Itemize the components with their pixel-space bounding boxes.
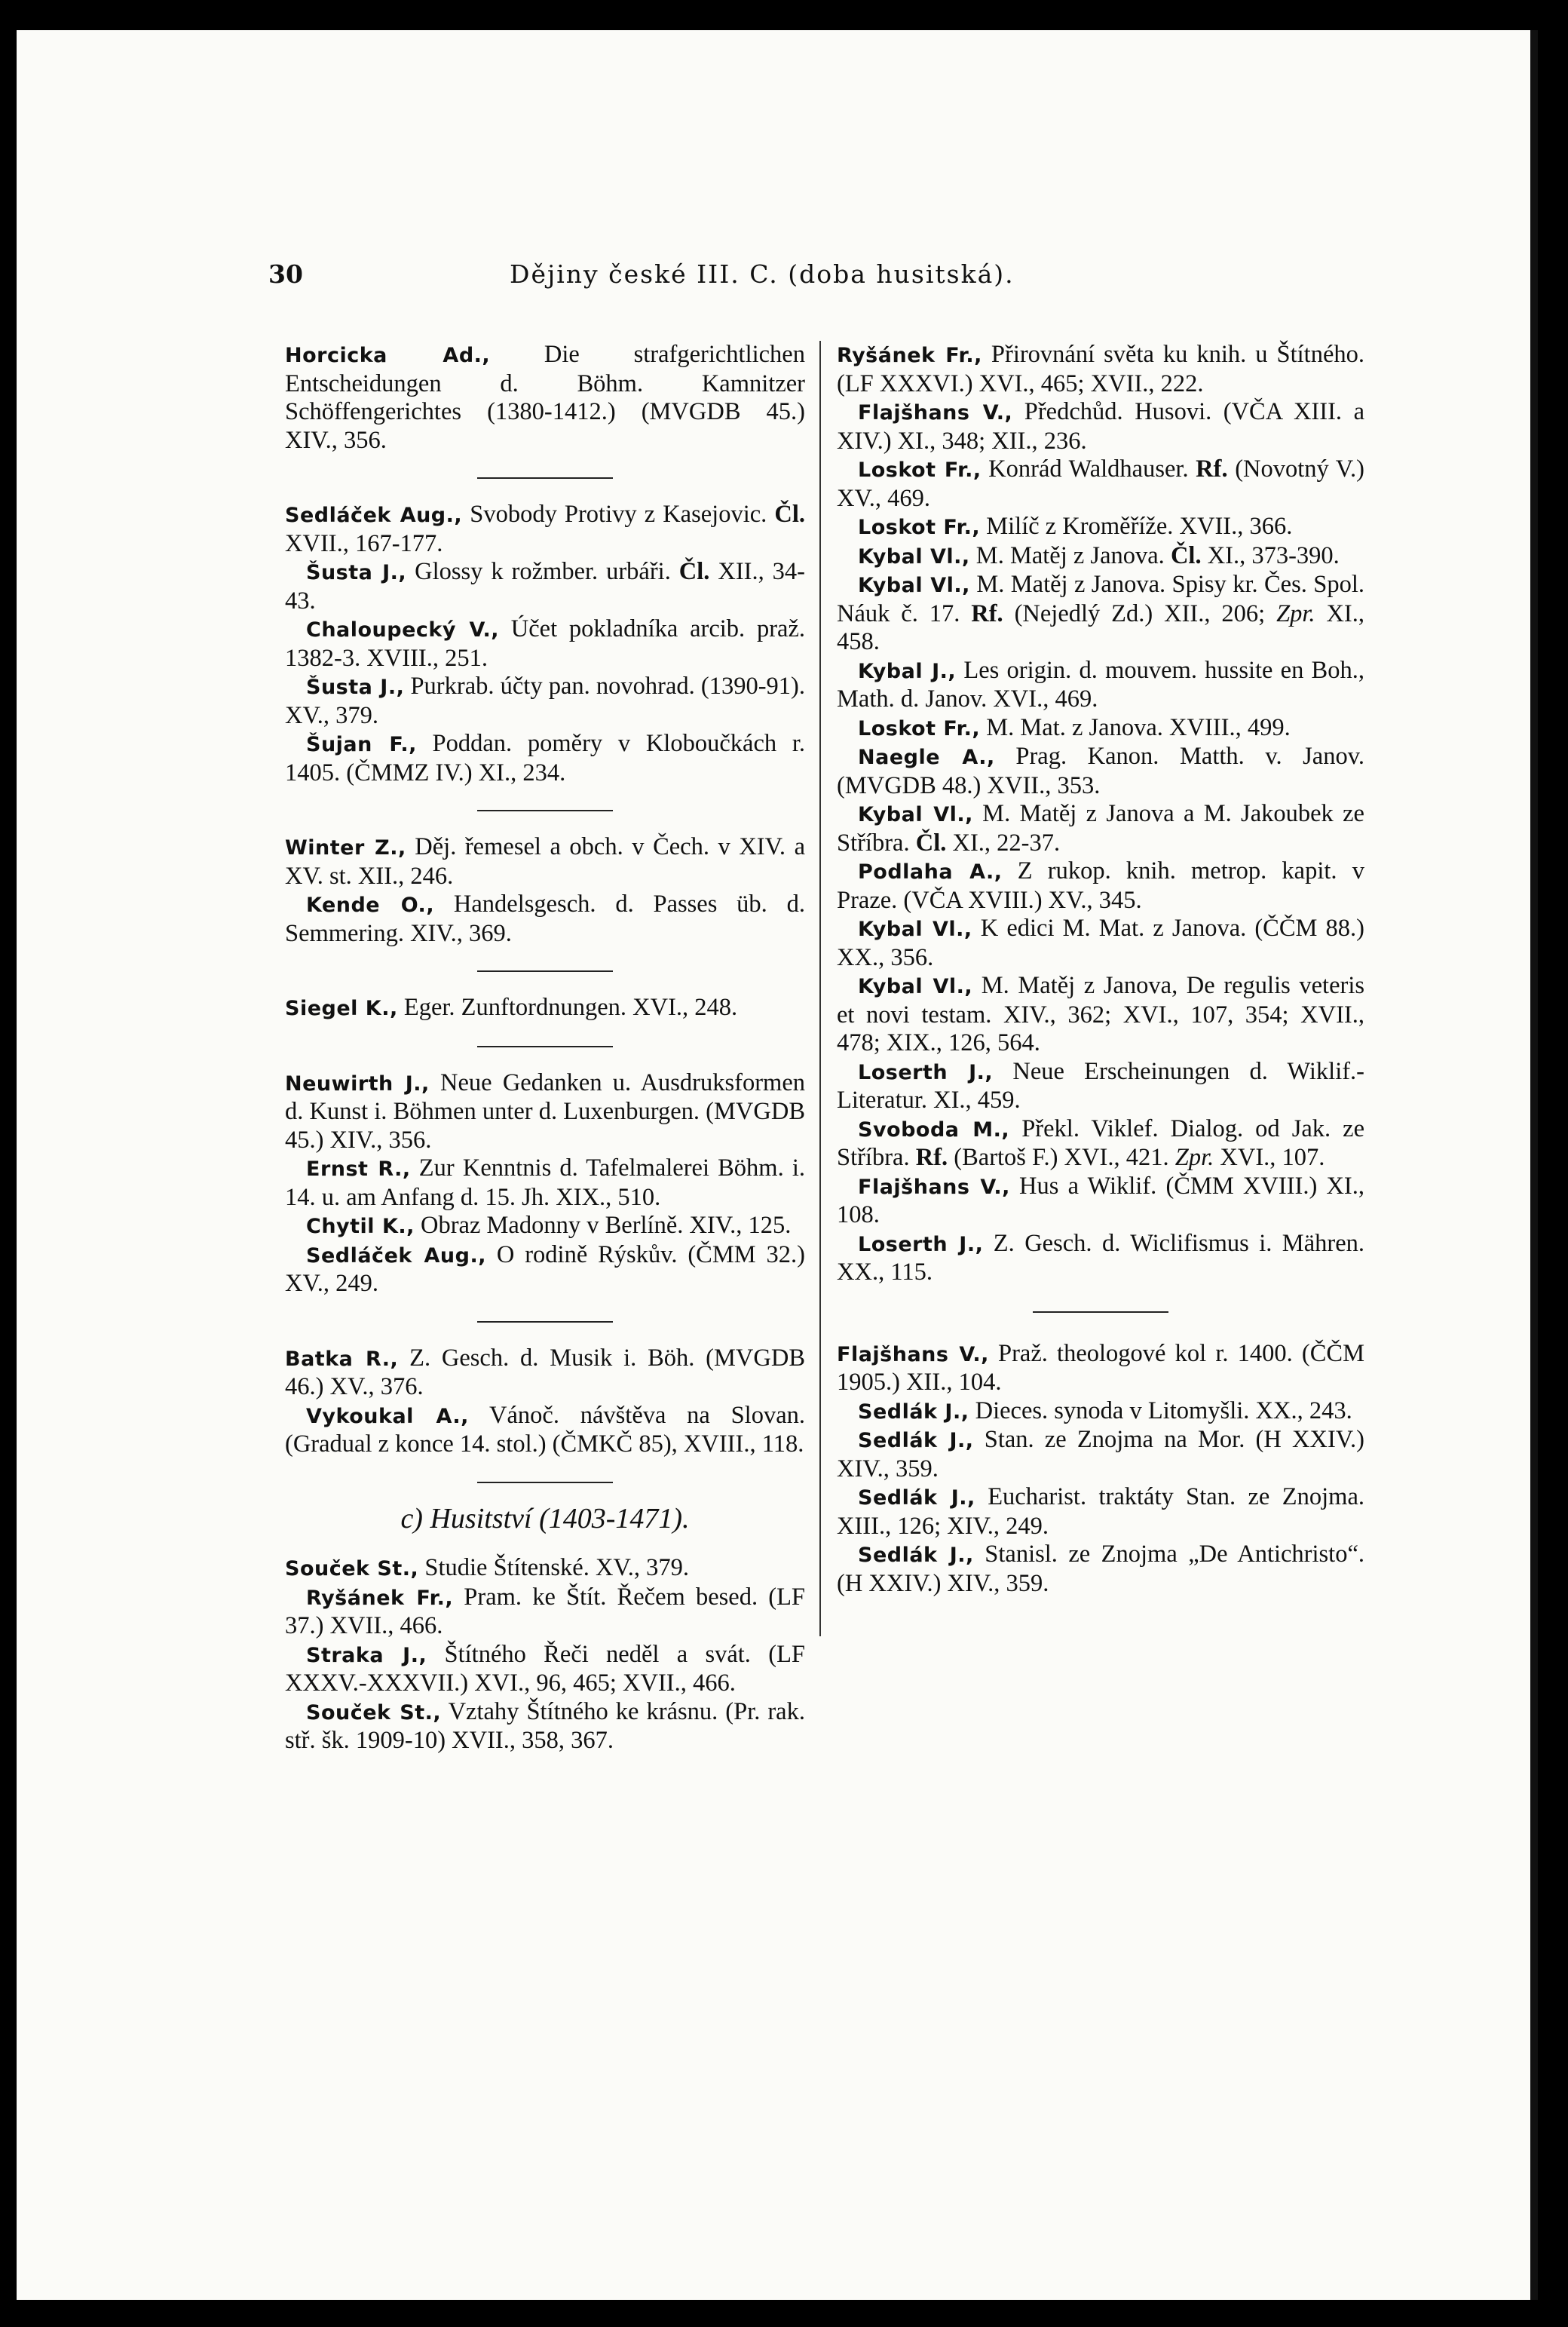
entry-text: Purkrab. účty pan. novohrad. (1390-91). XV., 379.	[285, 673, 805, 729]
entry-text: Svobody Protivy z Kasejovic.	[462, 501, 775, 528]
bibliography-entry	[837, 1173, 1364, 1230]
bibliography-entry	[837, 915, 1364, 972]
entry-text: XVI., 107.	[1214, 1144, 1325, 1171]
entry-author: Sedláček Aug.,	[306, 1243, 486, 1268]
entry-text: Milíč z Kroměříže. XVII., 366.	[980, 513, 1293, 540]
entry-bold-ref: Rf.	[971, 599, 1003, 627]
entry-bold-ref: Čl.	[678, 558, 710, 585]
entry-text: (Novotný V.) XV., 469.	[837, 455, 1364, 512]
section-dates: (1403-1471).	[539, 1502, 690, 1534]
page-number: 30	[268, 259, 303, 289]
bibliography-entry	[285, 833, 805, 891]
entry-author: Chytil K.,	[306, 1215, 415, 1238]
column-divider	[819, 341, 821, 1636]
right-column	[837, 341, 1364, 1598]
bibliography-entry	[837, 657, 1364, 714]
bibliography-entry	[285, 1584, 805, 1641]
entry-author: Vykoukal A.,	[306, 1404, 469, 1428]
entry-author: Loserth J.,	[858, 1232, 984, 1256]
entry-text: Obraz Madonny v Berlíně. XIV., 125.	[414, 1212, 792, 1239]
entry-text: O rodině Rýskův. (ČMM 32.) XV., 249.	[285, 1240, 805, 1297]
entry-author: Kybal Vl.,	[858, 918, 972, 941]
entry-text: Dieces. synoda v Litomyšli. XX., 243.	[969, 1397, 1352, 1424]
entry-text: Přirovnání světa ku knih. u Štítného. (LF XXXVI.) XVI., 465; XVII., 222.	[837, 341, 1364, 397]
bibliography-entry	[837, 1340, 1364, 1397]
entry-text: XII., 34-43.	[285, 558, 805, 615]
bibliography-entry	[837, 398, 1364, 455]
entry-author: Winter Z.,	[285, 836, 406, 860]
entry-author: Chaloupecký V.,	[306, 618, 499, 642]
entry-author: Naegle A.,	[858, 746, 995, 769]
bibliography-entry	[837, 800, 1364, 857]
entry-italic-ref: Zpr.	[1174, 1144, 1214, 1171]
entry-author: Loskot Fr.,	[858, 716, 981, 740]
entry-author: Horcicka Ad.,	[285, 344, 491, 367]
running-header	[268, 259, 1399, 302]
separator-rule	[477, 1321, 613, 1323]
entry-text: XVII., 167-177.	[285, 529, 443, 557]
entry-author: Sedlák J.,	[858, 1544, 974, 1567]
separator-rule	[477, 477, 613, 479]
bibliography-entry	[837, 1426, 1364, 1483]
entry-author: Kybal Vl.,	[858, 574, 970, 597]
bibliography-entry	[837, 857, 1364, 915]
entry-text: Konrád Waldhauser.	[981, 455, 1196, 483]
entry-text: Stan. ze Znojma na Mor. (H XXIV.) XIV., 359.	[837, 1426, 1364, 1482]
entry-group	[285, 501, 805, 787]
bibliography-entry	[285, 1402, 805, 1459]
entry-bold-ref: Rf.	[1196, 455, 1228, 483]
bibliography-entry	[837, 1397, 1364, 1427]
entry-group	[837, 1340, 1364, 1599]
bibliography-entry	[837, 513, 1364, 542]
entry-text: Die strafgerichtlichen Entscheidungen d. Böhm. Kamnitzer Schöffengerichtes (1380-1412.) (MVGDB 45.) XIV., 356.	[285, 341, 805, 454]
entry-text: M. Mat. z Janova. XVIII., 499.	[980, 713, 1291, 741]
entry-text: Z rukop. knih. metrop. kapit. v Praze. (VČA XVIII.) XV., 345.	[837, 857, 1364, 914]
bibliography-entry	[837, 972, 1364, 1058]
entry-text: Eger. Zunftordnungen. XVI., 248.	[397, 994, 738, 1021]
bibliography-entry	[837, 1058, 1364, 1115]
entry-author: Batka R.,	[285, 1347, 399, 1371]
bibliography-entry	[285, 994, 805, 1023]
entry-text: Děj. řemesel a obch. v Čech. v XIV. a XV. st. XII., 246.	[285, 833, 805, 890]
entry-author: Kybal J.,	[858, 659, 957, 683]
entry-text: Eucharist. traktáty Stan. ze Znojma. XIII., 126; XIV., 249.	[837, 1483, 1364, 1540]
entry-bold-ref: Čl.	[915, 829, 947, 857]
page-edge-shadow	[1530, 30, 1538, 2300]
bibliography-entry	[285, 615, 805, 673]
entry-text: Poddan. poměry v Kloboučkách r. 1405. (ČMMZ IV.) XI., 234.	[285, 730, 805, 786]
entry-text: Handelsgesch. d. Passes üb. d. Semmering. XIV., 369.	[285, 891, 805, 947]
section-letter: c)	[400, 1502, 423, 1534]
entry-author: Šusta J.,	[306, 676, 405, 699]
bibliography-entry	[285, 1069, 805, 1155]
separator-rule	[477, 970, 613, 972]
entry-author: Svoboda M.,	[858, 1118, 1010, 1142]
bibliography-entry	[837, 571, 1364, 657]
entry-text: Předchůd. Husovi. (VČA XIII. a XIV.) XI., 348; XII., 236.	[837, 398, 1364, 455]
bibliography-entry	[837, 542, 1364, 572]
bibliography-entry	[837, 455, 1364, 513]
entry-author: Sedlák J.,	[858, 1429, 974, 1452]
separator-rule	[477, 1046, 613, 1047]
entry-author: Flajšhans V.,	[858, 401, 1013, 425]
bibliography-entry	[837, 1230, 1364, 1287]
bibliography-entry	[837, 1541, 1364, 1598]
section-heading	[285, 1502, 805, 1534]
section-title: Husitství	[430, 1502, 532, 1534]
entry-text: Z. Gesch. d. Wiclifismus i. Mähren. XX., 115.	[837, 1229, 1364, 1286]
entry-text: Neue Erscheinungen d. Wiklif.-Literatur. XI., 459.	[837, 1057, 1364, 1114]
entry-author: Loserth J.,	[858, 1060, 994, 1084]
entry-author: Souček St.,	[306, 1700, 442, 1725]
bibliography-entry	[285, 1241, 805, 1298]
entry-author: Kybal Vl.,	[858, 975, 973, 998]
entry-group	[837, 341, 1364, 1287]
entry-group	[285, 1554, 805, 1755]
entry-author: Kende O.,	[306, 894, 435, 917]
bibliography-entry	[285, 1641, 805, 1698]
bibliography-entry	[837, 341, 1364, 398]
bibliography-entry	[285, 1554, 805, 1584]
bibliography-entry	[285, 1344, 805, 1402]
entry-author: Ryšánek Fr.,	[306, 1586, 454, 1610]
entry-author: Kybal Vl.,	[858, 544, 970, 569]
entry-group	[285, 833, 805, 948]
entry-author: Ryšánek Fr.,	[837, 344, 982, 367]
entry-author: Straka J.,	[306, 1643, 427, 1667]
bibliography-entry	[285, 730, 805, 787]
bibliography-entry	[285, 673, 805, 730]
bibliography-entry	[285, 558, 805, 615]
bibliography-entry	[285, 891, 805, 948]
bibliography-entry	[837, 743, 1364, 800]
entry-text: Překl. Viklef. Dialog. od Jak. ze Stříbra.	[837, 1114, 1365, 1171]
entry-text: M. Matěj z Janova.	[969, 541, 1171, 569]
entry-text: Praž. theologové kol r. 1400. (ČČM 1905.) XII., 104.	[837, 1339, 1365, 1396]
entry-bold-ref: Rf.	[915, 1144, 948, 1171]
bibliography-entry	[285, 501, 805, 558]
entry-group	[285, 994, 805, 1023]
entry-author: Šujan F.,	[306, 733, 417, 756]
entry-text: Prag. Kanon. Matth. v. Janov. (MVGDB 48.) XVII., 353.	[837, 743, 1365, 799]
entry-author: Sedláček Aug.,	[285, 504, 463, 527]
entry-text: K edici M. Mat. z Janova. (ČČM 88.) XX., 356.	[837, 915, 1364, 971]
entry-text: Stanisl. ze Znojma „De Antichristo“. (H XXIV.) XIV., 359.	[837, 1541, 1365, 1597]
separator-rule	[1033, 1311, 1168, 1313]
entry-bold-ref: Čl.	[1170, 541, 1202, 569]
entry-text: M. Matěj z Janova, De regulis veteris et novi testam. XIV., 362; XVI., 107, 354; XVII., 478; XIX., 126, 564.	[837, 972, 1365, 1056]
entry-author: Sedlák J.,	[858, 1486, 975, 1510]
entry-text: Glossy k rožmber. urbáři.	[406, 558, 679, 585]
entry-author: Flajšhans V.,	[837, 1342, 989, 1366]
entry-text: M. Matěj z Janova. Spisy kr. Čes. Spol. Náuk č. 17.	[837, 571, 1364, 627]
entry-author: Kybal Vl.,	[858, 803, 973, 826]
entry-text: Hus a Wiklif. (ČMM XVIII.) XI., 108.	[837, 1172, 1365, 1228]
running-title: Dějiny české III. C. (doba husitská).	[510, 259, 1015, 289]
entry-text: (Nejedlý Zd.) XII., 206;	[1003, 599, 1277, 627]
entry-text: Účet pokladníka arcib. praž. 1382-3. XVIII., 251.	[285, 615, 806, 672]
entry-text: Neue Gedanken u. Ausdruksformen d. Kunst i. Böhmen unter d. Luxenburgen. (MVGDB 45.) XIV., 356.	[285, 1068, 806, 1154]
entry-author: Souček St.,	[285, 1557, 419, 1580]
entry-author: Siegel K.,	[285, 997, 398, 1020]
entry-author: Podlaha A.,	[858, 860, 1003, 884]
bibliography-entry	[837, 714, 1364, 743]
entry-text: Zur Kenntnis d. Tafelmalerei Böhm. i. 14. u. am Anfang d. 15. Jh. XIX., 510.	[285, 1154, 805, 1211]
entry-text: XI., 458.	[837, 599, 1364, 655]
entry-author: Šusta J.,	[306, 561, 407, 584]
bibliography-entry	[837, 1483, 1364, 1541]
separator-rule	[477, 1482, 613, 1483]
bibliography-entry	[285, 1212, 805, 1241]
bibliography-entry	[285, 341, 805, 455]
entry-text: Pram. ke Štít. Řečem besed. (LF 37.) XVII., 466.	[285, 1583, 806, 1639]
entry-text: Studie Štítenské. XV., 379.	[418, 1554, 689, 1581]
bibliography-entry	[837, 1115, 1364, 1173]
entry-italic-ref: Zpr.	[1276, 599, 1315, 627]
entry-text: Z. Gesch. d. Musik i. Böh. (MVGDB 46.) XV., 376.	[285, 1344, 805, 1400]
entry-text: Les origin. d. mouvem. hussite en Boh., Math. d. Janov. XVI., 469.	[837, 656, 1364, 713]
entry-group	[285, 1344, 805, 1459]
entry-author: Loskot Fr.,	[858, 458, 982, 482]
separator-rule	[477, 810, 613, 811]
entry-text: Štítného Řeči neděl a svát. (LF XXXV.-XXXVII.) XVI., 96, 465; XVII., 466.	[285, 1640, 805, 1697]
entry-author: Neuwirth J.,	[285, 1072, 430, 1096]
entry-bold-ref: Čl.	[774, 501, 805, 528]
entry-author: Sedlák J.,	[858, 1400, 969, 1424]
entry-text: XI., 373-390.	[1201, 541, 1340, 569]
entry-text: Vánoč. návštěva na Slovan. (Gradual z konce 14. stol.) (ČMKČ 85), XVIII., 118.	[285, 1401, 806, 1458]
entry-text: M. Matěj z Janova a M. Jakoubek ze Stříbra.	[837, 800, 1364, 857]
bibliography-entry	[285, 1698, 805, 1755]
entry-text: Vztahy Štítného ke krásnu. (Pr. rak. stř. šk. 1909-10) XVII., 358, 367.	[285, 1697, 805, 1754]
entry-author: Ernst R.,	[306, 1157, 411, 1181]
entry-group	[285, 1069, 805, 1298]
entry-text: XI., 22-37.	[946, 829, 1061, 857]
bibliography-entry	[285, 1154, 805, 1212]
entry-text: (Bartoš F.) XVI., 421.	[948, 1144, 1175, 1171]
left-column	[285, 341, 805, 1755]
entry-author: Flajšhans V.,	[858, 1175, 1010, 1199]
entry-author: Loskot Fr.,	[858, 516, 981, 539]
entry-group	[285, 341, 805, 455]
